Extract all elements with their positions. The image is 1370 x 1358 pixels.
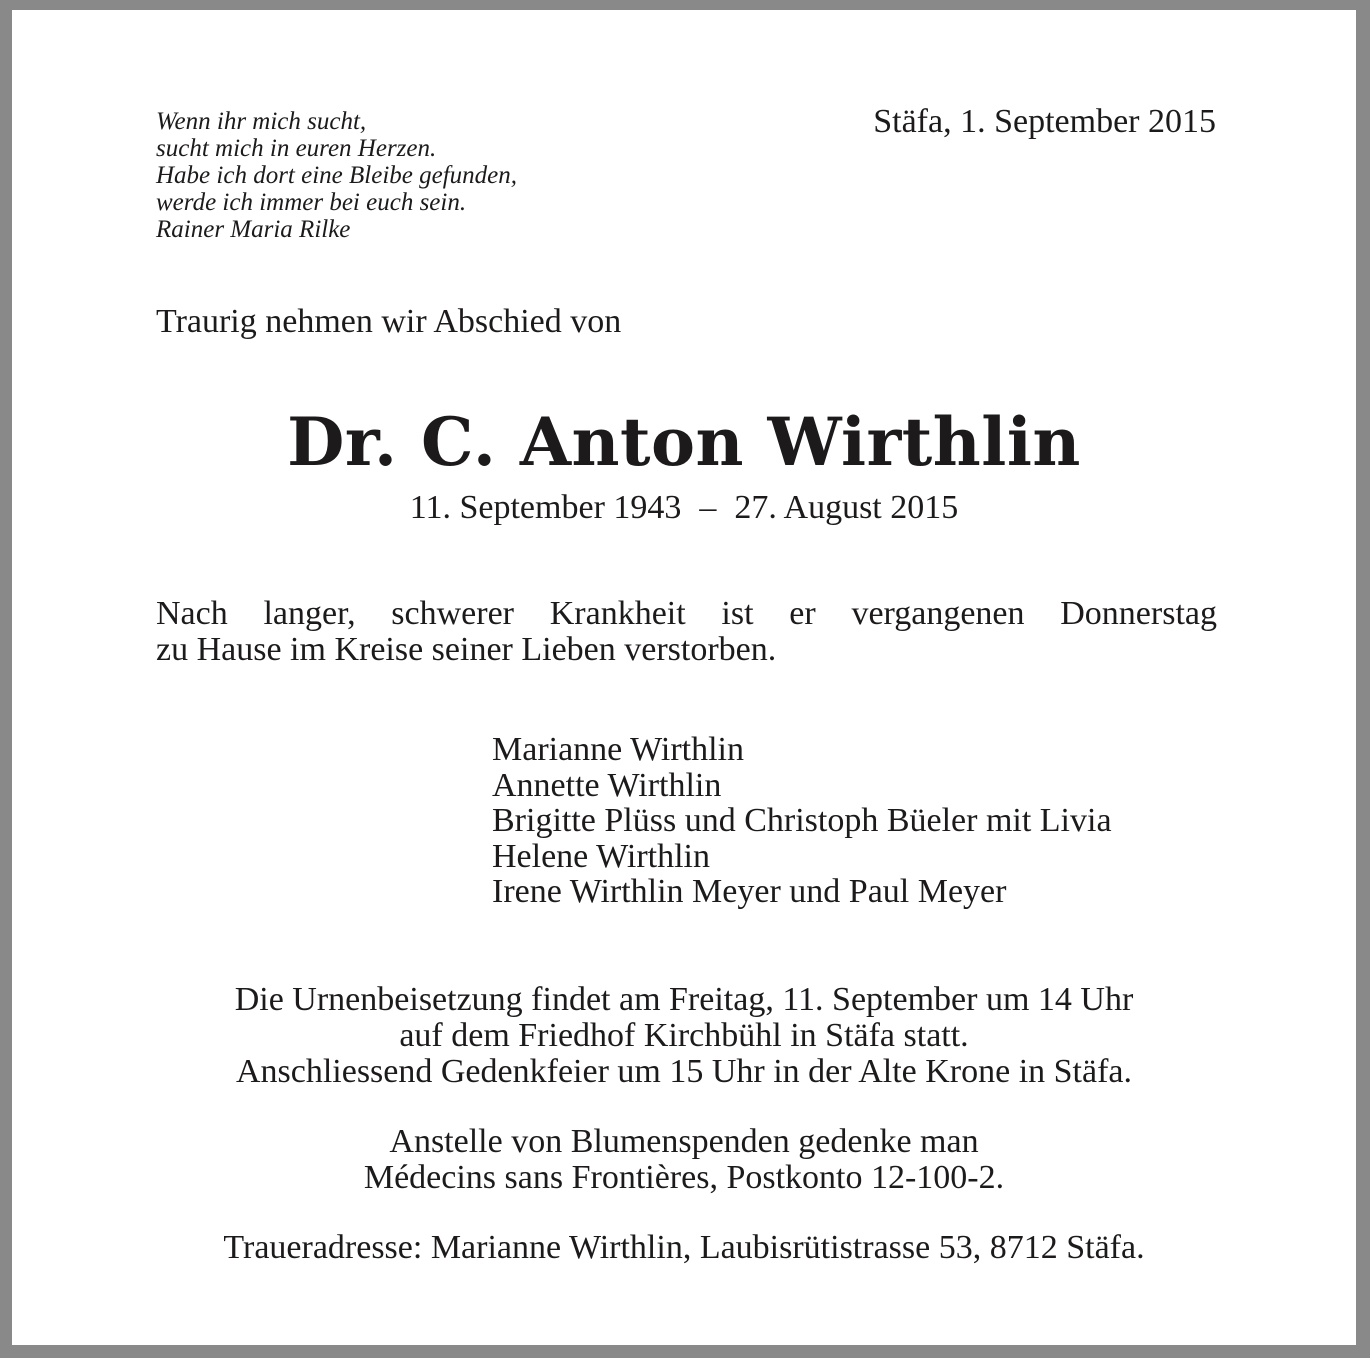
funeral-line: Die Urnenbeisetzung findet am Freitag, 11. September um 14 Uhr	[234, 981, 1134, 1018]
address-line: Traueradresse: Marianne Wirthlin, Laubisrütistrasse 53, 8712 Stäfa.	[223, 1229, 1145, 1266]
mourning-address	[12, 1230, 1356, 1266]
place-date: Stäfa, 1. September 2015	[873, 103, 1216, 140]
mourners-list	[492, 732, 1112, 910]
donation-line: Anstelle von Blumenspenden gedenke man	[389, 1123, 979, 1160]
poem-author: Rainer Maria Rilke	[156, 216, 351, 243]
mourner-name: Helene Wirthlin	[492, 837, 710, 875]
death-date: 27. August 2015	[734, 489, 959, 526]
birth-date: 11. September 1943	[409, 489, 682, 526]
date-separator: –	[699, 489, 717, 526]
mourner-name: Annette Wirthlin	[492, 766, 722, 804]
death-statement	[156, 596, 1217, 668]
funeral-line: Anschliessend Gedenkfeier um 15 Uhr in der Alte Krone in Stäfa.	[235, 1053, 1133, 1090]
poem-line: Wenn ihr mich sucht,	[156, 108, 367, 135]
funeral-line: auf dem Friedhof Kirchbühl in Stäfa statt.	[399, 1017, 969, 1054]
deceased-name: Dr. C. Anton Wirthlin	[287, 403, 1081, 481]
statement-line: Nach langer, schwerer Krankheit ist er vergangenen Donnerstag	[156, 595, 1217, 632]
donation-info	[12, 1124, 1356, 1196]
funeral-info	[12, 982, 1356, 1090]
poem-line: sucht mich in euren Herzen.	[156, 135, 437, 162]
life-dates	[12, 488, 1356, 528]
donation-line: Médecins sans Frontières, Postkonto 12-100-2.	[363, 1159, 1005, 1196]
poem-line: werde ich immer bei euch sein.	[156, 189, 467, 216]
mourner-name: Irene Wirthlin Meyer und Paul Meyer	[492, 873, 1007, 910]
rilke-poem	[156, 108, 517, 243]
statement-line: zu Hause im Kreise seiner Lieben verstorben.	[156, 631, 777, 668]
mourner-name: Marianne Wirthlin	[492, 731, 744, 768]
mourner-name: Brigitte Plüss und Christoph Büeler mit Livia	[492, 802, 1112, 839]
poem-line: Habe ich dort eine Bleibe gefunden,	[156, 162, 517, 189]
obituary-page	[12, 10, 1356, 1345]
intro-text: Traurig nehmen wir Abschied von	[156, 303, 622, 340]
